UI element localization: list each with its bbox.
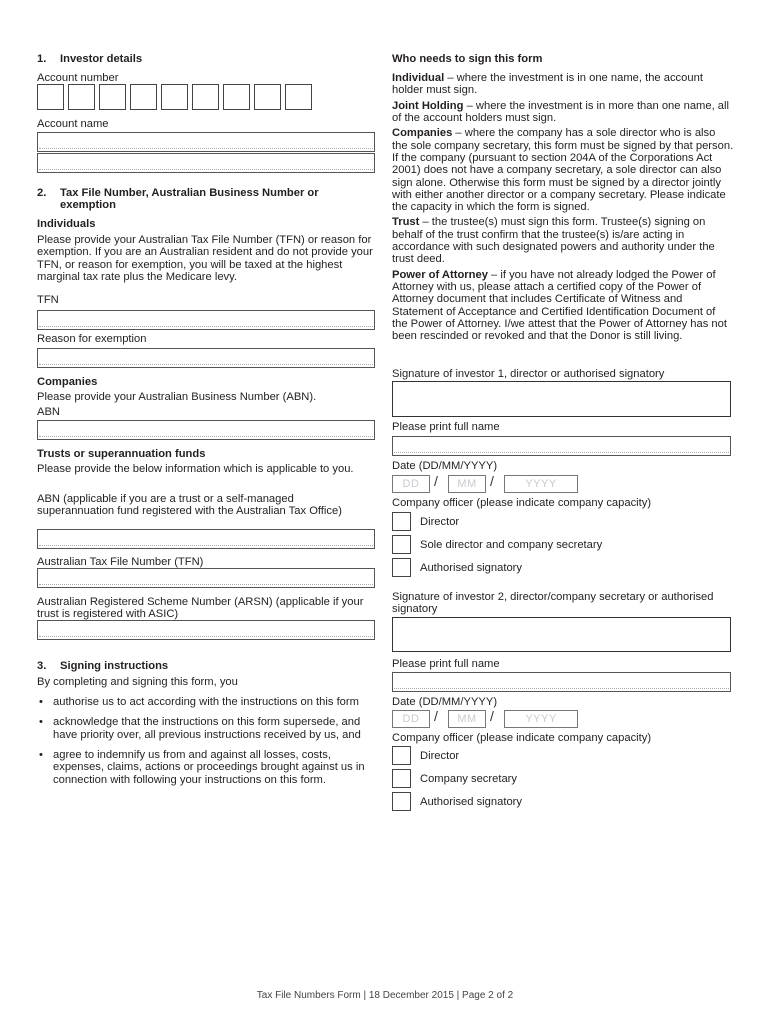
section1-heading: 1. Investor details	[37, 53, 143, 65]
companies-text: Please provide your Australian Business Number (ABN).	[37, 391, 317, 403]
trust-paragraph: Trust – the trustee(s) must sign this form. Trustee(s) signing on behalf of the trust confirm that the trustee(s) is/are acting in accordance with such designated powers and authority under the trust deed.	[392, 216, 715, 266]
account-number-digit[interactable]	[99, 84, 126, 110]
who-signs-text	[392, 72, 734, 343]
name1-field[interactable]	[392, 436, 731, 456]
account-number-digit[interactable]	[37, 84, 64, 110]
account-number-digit[interactable]	[130, 84, 157, 110]
individuals-heading: Individuals	[37, 218, 96, 230]
date2-year[interactable]: YYYY	[504, 710, 578, 728]
director-checkbox[interactable]	[392, 512, 411, 531]
account-number-digit[interactable]	[68, 84, 95, 110]
who-signs-heading: Who needs to sign this form	[392, 53, 543, 65]
companies-heading: Companies	[37, 376, 98, 388]
joint-paragraph: Joint Holding – where the investment is in more than one name, all of the account holders must sign.	[392, 99, 730, 124]
authorised-signatory2-option-label: Authorised signatory	[420, 796, 522, 808]
section2-heading: 2. Tax File Number, Australian Business Number or exemption	[37, 187, 319, 212]
list-item: • acknowledge that the instructions on this form supersede, and have priority over, all previous instructions received by us, and	[37, 716, 377, 741]
authorised-signatory-option-label: Authorised signatory	[420, 562, 522, 574]
date1-slash-2: /	[490, 473, 494, 489]
date1-month[interactable]: MM	[448, 475, 486, 493]
account-number-digit[interactable]	[161, 84, 188, 110]
account-name-label: Account name	[37, 118, 109, 130]
name2-field[interactable]	[392, 672, 731, 692]
arsn-field[interactable]	[37, 620, 375, 640]
account-number-digit[interactable]	[223, 84, 250, 110]
date2-slash-1: /	[434, 708, 438, 724]
list-item: • authorise us to act according with the instructions on this form	[37, 696, 377, 708]
signature1-box[interactable]	[392, 381, 731, 417]
name1-label: Please print full name	[392, 421, 500, 433]
tfn-label: TFN	[37, 294, 59, 306]
trusts-heading: Trusts or superannuation funds	[37, 448, 206, 460]
signature2-box[interactable]	[392, 617, 731, 652]
tfn-field[interactable]	[37, 310, 375, 330]
trust-tfn-field[interactable]	[37, 568, 375, 588]
account-number-digit[interactable]	[285, 84, 312, 110]
officer2-label: Company officer (please indicate company capacity)	[392, 732, 652, 744]
individuals-text: Please provide your Australian Tax File Number (TFN) or reason for exemption. If you are an Australian resident and do not provide your TFN, or reason for exemption, you will be taxed at the highest marginal tax rate plus the Medicare levy.	[37, 234, 373, 283]
company-secretary-option-label: Company secretary	[420, 773, 517, 785]
director-option-label: Director	[420, 516, 460, 528]
individual-paragraph: Individual – where the investment is in one name, the account holder must sign.	[392, 72, 703, 97]
signature1-label: Signature of investor 1, director or authorised signatory	[392, 368, 665, 380]
list-item: • agree to indemnify us from and against all losses, costs, expenses, claims, actions or proceedings brought against us in connection with following your instructions on this form.	[37, 749, 377, 786]
signing-bullets	[37, 696, 377, 794]
arsn-label: Australian Registered Scheme Number (ARSN) (applicable if your trust is registered with ASIC)	[37, 596, 364, 621]
date2-slash-2: /	[490, 708, 494, 724]
director2-checkbox[interactable]	[392, 746, 411, 765]
trust-abn-field[interactable]	[37, 529, 375, 549]
poa-paragraph: Power of Attorney – if you have not already lodged the Power of Attorney with us, please attach a certified copy of the Power of Attorney document that includes Certificate of Witness and Statement of Acceptance and Certified Identification Document of the Power of Attorney. I/we attest that the Power of Attorney has not been rescinded or revoked and that the Donor is still living.	[392, 268, 727, 343]
sole-director-secretary-checkbox[interactable]	[392, 535, 411, 554]
companies-paragraph: Companies – where the company has a sole director who is also the sole company secretary, this form must be signed by that person. If the company (pursuant to section 204A of the Corporations Act 2001) does not have a company secretary, a sole director can also sign alone. Otherwise this form must be signed by a director jointly with either another director or a company secretary. Please indicate the capacity in which the form is signed.	[392, 127, 734, 214]
trust-tfn-label: Australian Tax File Number (TFN)	[37, 556, 204, 568]
signature2-label: Signature of investor 2, director/company secretary or authorised signatory	[392, 591, 714, 616]
company-abn-label: ABN	[37, 406, 61, 418]
trust-abn-label: ABN (applicable if you are a trust or a self-managed superannuation fund registered with the Australian Tax Office)	[37, 493, 342, 518]
sole-director-secretary-option-label: Sole director and company secretary	[420, 539, 603, 551]
company-secretary-checkbox[interactable]	[392, 769, 411, 788]
account-number-digit[interactable]	[192, 84, 219, 110]
trusts-text: Please provide the below information which is applicable to you.	[37, 463, 354, 475]
date1-year[interactable]: YYYY	[504, 475, 578, 493]
date2-label: Date (DD/MM/YYYY)	[392, 696, 498, 708]
account-name-field-1[interactable]	[37, 132, 375, 152]
name2-label: Please print full name	[392, 658, 500, 670]
exemption-label: Reason for exemption	[37, 333, 147, 345]
officer1-label: Company officer (please indicate company capacity)	[392, 497, 652, 509]
date2-month[interactable]: MM	[448, 710, 486, 728]
section3-heading: 3. Signing instructions	[37, 660, 169, 672]
exemption-field[interactable]	[37, 348, 375, 368]
account-name-field-2[interactable]	[37, 153, 375, 173]
signing-intro: By completing and signing this form, you	[37, 676, 238, 688]
date1-label: Date (DD/MM/YYYY)	[392, 460, 498, 472]
page-footer: Tax File Numbers Form | 18 December 2015 | Page 2 of 2	[256, 990, 514, 1001]
authorised-signatory2-checkbox[interactable]	[392, 792, 411, 811]
account-number-label: Account number	[37, 72, 119, 84]
date2-day[interactable]: DD	[392, 710, 430, 728]
company-abn-field[interactable]	[37, 420, 375, 440]
date1-slash-1: /	[434, 473, 438, 489]
director2-option-label: Director	[420, 750, 460, 762]
authorised-signatory-checkbox[interactable]	[392, 558, 411, 577]
account-number-digit[interactable]	[254, 84, 281, 110]
date1-day[interactable]: DD	[392, 475, 430, 493]
